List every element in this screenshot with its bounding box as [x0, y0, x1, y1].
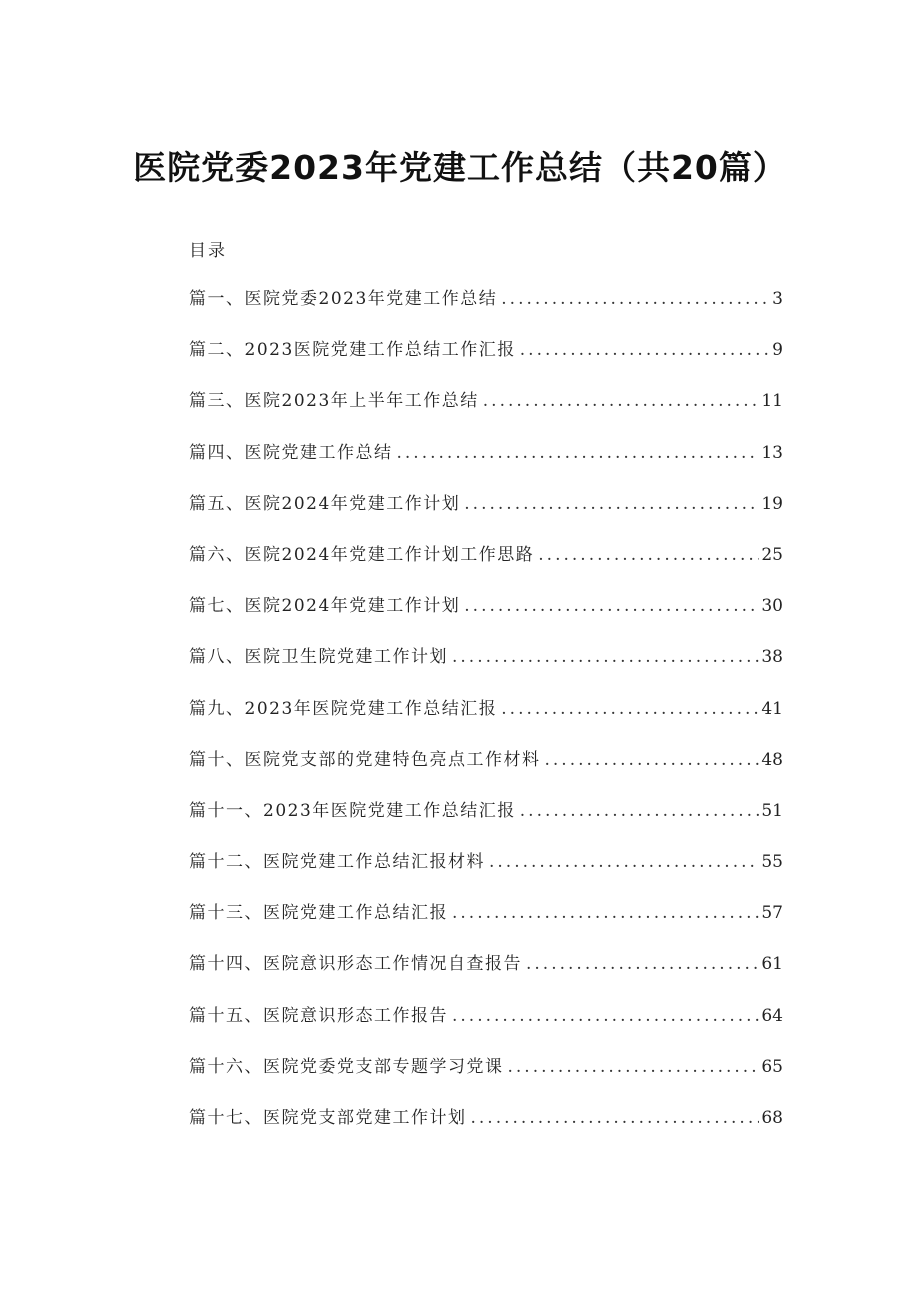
toc-entry[interactable] — [189, 745, 783, 796]
toc-entry[interactable] — [189, 489, 783, 540]
toc-entry[interactable] — [189, 438, 783, 489]
toc-dot-leader — [393, 443, 760, 463]
toc-dot-leader — [534, 545, 759, 565]
toc-entry-title: 篇三、医院2023年上半年工作总结 — [189, 391, 479, 412]
toc-dot-leader — [497, 699, 759, 719]
toc-dot-leader — [448, 1006, 759, 1026]
toc-entry[interactable] — [189, 1052, 783, 1103]
toc-entry[interactable] — [189, 540, 783, 591]
toc-page-number: 19 — [761, 493, 783, 514]
toc-entry[interactable] — [189, 335, 783, 386]
toc-entry[interactable] — [189, 1001, 783, 1052]
toc-entry-title: 篇七、医院2024年党建工作计划 — [189, 596, 461, 617]
toc-page-number: 64 — [761, 1005, 783, 1026]
toc-page-number: 61 — [761, 954, 783, 975]
toc-entry-title: 篇十一、2023年医院党建工作总结汇报 — [189, 800, 516, 821]
toc-heading: 目录 — [189, 241, 227, 261]
toc-dot-leader — [516, 801, 760, 821]
toc-entry-title: 篇二、2023医院党建工作总结工作汇报 — [189, 340, 516, 361]
toc-entry[interactable] — [189, 1103, 783, 1154]
toc-page-number: 51 — [761, 800, 783, 821]
toc-page-number: 3 — [772, 289, 783, 309]
toc-page-number: 65 — [761, 1056, 783, 1077]
toc-page-number: 9 — [772, 340, 783, 361]
toc-dot-leader — [479, 391, 760, 411]
toc-entry[interactable] — [189, 642, 783, 693]
toc-page-number: 38 — [761, 647, 783, 668]
toc-dot-leader — [485, 852, 759, 872]
toc-page-number: 55 — [761, 852, 783, 873]
toc-page-number: 11 — [761, 391, 783, 412]
toc-entry-title: 篇十四、医院意识形态工作情况自查报告 — [189, 954, 522, 975]
toc-entry[interactable] — [189, 898, 783, 949]
table-of-contents — [189, 284, 783, 1154]
toc-page-number: 48 — [761, 749, 783, 770]
toc-entry-title: 篇六、医院2024年党建工作计划工作思路 — [189, 544, 535, 565]
toc-page-number: 30 — [761, 596, 783, 617]
toc-dot-leader — [448, 903, 759, 923]
toc-entry-title: 篇十五、医院意识形态工作报告 — [189, 1005, 448, 1026]
toc-entry-title: 篇五、医院2024年党建工作计划 — [189, 493, 461, 514]
toc-entry-title: 篇十六、医院党委党支部专题学习党课 — [189, 1056, 504, 1077]
toc-entry[interactable] — [189, 949, 783, 1000]
toc-entry-title: 篇十、医院党支部的党建特色亮点工作材料 — [189, 749, 541, 770]
toc-dot-leader — [467, 1108, 760, 1128]
toc-entry-title: 篇十二、医院党建工作总结汇报材料 — [189, 852, 485, 873]
toc-dot-leader — [516, 340, 770, 360]
toc-dot-leader — [541, 750, 760, 770]
toc-dot-leader — [448, 647, 759, 667]
toc-entry-title: 篇十七、医院党支部党建工作计划 — [189, 1108, 467, 1128]
toc-entry[interactable] — [189, 284, 783, 335]
toc-dot-leader — [460, 494, 759, 514]
toc-entry[interactable] — [189, 796, 783, 847]
toc-page-number: 25 — [761, 544, 783, 565]
toc-entry[interactable] — [189, 386, 783, 437]
toc-entry-title: 篇八、医院卫生院党建工作计划 — [189, 647, 448, 668]
toc-dot-leader — [497, 289, 770, 309]
toc-entry-title: 篇十三、医院党建工作总结汇报 — [189, 903, 448, 924]
toc-dot-leader — [460, 596, 759, 616]
toc-page-number: 68 — [761, 1108, 783, 1128]
document-title: 医院党委2023年党建工作总结（共20篇） — [133, 148, 787, 187]
toc-page-number: 41 — [761, 698, 783, 719]
toc-entry-title: 篇九、2023年医院党建工作总结汇报 — [189, 698, 498, 719]
toc-entry[interactable] — [189, 694, 783, 745]
toc-dot-leader — [522, 954, 759, 974]
toc-entry-title: 篇四、医院党建工作总结 — [189, 442, 393, 463]
toc-entry[interactable] — [189, 591, 783, 642]
toc-entry-title: 篇一、医院党委2023年党建工作总结 — [189, 289, 498, 309]
toc-dot-leader — [504, 1057, 760, 1077]
toc-entry[interactable] — [189, 847, 783, 898]
toc-page-number: 13 — [761, 442, 783, 463]
toc-page-number: 57 — [761, 903, 783, 924]
